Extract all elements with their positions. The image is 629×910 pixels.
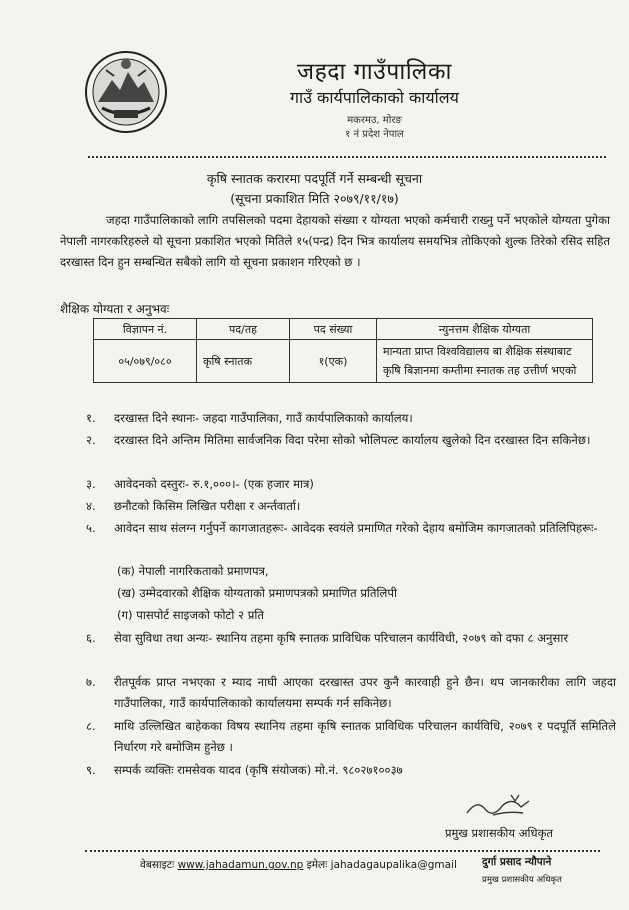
address-line-1: मकरमउ, मोरङ — [347, 115, 402, 126]
list-item-text: दरखास्त दिने स्थानः- जहदा गाउँपालिका, गाउँ कार्यपालिकाको कार्यालय। — [114, 411, 413, 425]
document-item: (ग) पासपोर्ट साइजको फोटो २ प्रति — [117, 608, 264, 622]
list-item-text: आवेदनको दस्तुरः- रु.१,०००।- (एक हजार मात्र) — [114, 477, 314, 491]
footer-contact — [140, 858, 457, 872]
list-item-number: ८. — [86, 719, 96, 733]
notice-published-date: (सूचना प्रकाशित मिति २०७९/११/१७) — [230, 191, 399, 206]
header-ad-no: विज्ञापन नं. — [94, 319, 197, 340]
cell-ad-no: ०५/०७९/०८० — [94, 340, 197, 383]
cell-qualification: मान्यता प्राप्त विश्वविद्यालय बा शैक्षिक संस्थाबाट कृषि बिज्ञानमा कम्तीमा स्नातक तह उत्तीर्ण भएको — [377, 340, 593, 383]
notice-intro-text: जहदा गाउँपालिकाको लागि तपसिलको पदमा देहायको संख्या र योग्यता भएको कर्मचारी राख्नु पर्ने भएकोले योग्यता पुगेका नेपाली नागरकरिहरुले यो सूचना प्रकाशित भएको मितिले १५(पन्द्र) दिन भित्र कार्यालय समयभित्र तोकिएको शुल्क तिरेको रसिद सहित दरखास्त दिन हुन सम्बन्धित सबैको लागि यो सूचना प्रकाशन गरिएको छ । — [60, 213, 610, 269]
posts-table — [93, 318, 593, 383]
list-item — [86, 518, 616, 539]
notice-intro — [60, 210, 610, 273]
stamp-officer-title: प्रमुख प्रशासकीय अधिकृत — [482, 875, 562, 885]
organization-name: जहदा गाउँपालिका — [297, 59, 452, 85]
list-item-number: १. — [86, 411, 96, 425]
list-item-text: आवेदन साथ संलग्न गर्नुपर्ने कागजातहरूः- आवेदक स्वयंले प्रमाणित गरेको देहाय बमोजिम कागजातको प्रतिलिपिहरूः- — [114, 521, 598, 535]
list-item-text: सेवा सुविधा तथा अन्यः- स्थानिय तहमा कृषि स्नातक प्राविधिक परिचालन कार्यविधी, २०७९ को दफा ८ अनुसार — [114, 631, 569, 645]
office-name: गाउँ कार्यपालिकाको कार्यालय — [290, 88, 459, 107]
list-item — [86, 716, 616, 758]
header-divider — [88, 156, 606, 158]
list-item-text: दरखास्त दिने अन्तिम मितिमा सार्वजनिक विदा परेमा सोको भोलिपल्ट कार्यालय खुलेको दिन दरखास्त दिन सकिनेछ। — [114, 433, 591, 447]
list-item — [86, 760, 616, 781]
footer-divider — [85, 850, 600, 852]
email-label: इमेलः — [306, 859, 328, 871]
list-item — [86, 496, 616, 517]
list-item-number: ६. — [86, 631, 96, 645]
document-item: (ख) उम्मेदवारको शैक्षिक योग्यताको प्रमाणपत्रको प्रमाणित प्रतिलिपी — [117, 586, 397, 600]
list-item-number: ३. — [86, 477, 96, 491]
cell-post: कृषि स्नातक — [197, 340, 290, 383]
list-item-text: रीतपूर्वक प्राप्त नभएका र म्याद नाघी आएका दरखास्त उपर कुनै कारवाही हुने छैन। थप जानकारीका लागि जहदा गाउँपालिका, गाउँ कार्यपालिकाको कार्यालयमा सम्पर्क गर्न सकिनेछ। — [114, 675, 616, 710]
header-count: पद संख्या — [290, 319, 377, 340]
notice-title: कृषि स्नातक करारमा पदपूर्ति गर्ने सम्बन्धी सूचना — [206, 171, 423, 186]
list-item-number: २. — [86, 433, 96, 447]
list-item — [86, 672, 616, 714]
cell-count: १(एक) — [290, 340, 377, 383]
table-header-row — [94, 319, 593, 340]
list-item — [86, 474, 616, 495]
qualification-section-label: शैक्षिक योग्यता र अनुभवः — [60, 302, 170, 316]
list-item — [86, 430, 616, 451]
list-item — [86, 628, 616, 649]
document-item: (क) नेपाली नागरिकताको प्रमाणपत्र, — [117, 564, 269, 578]
list-item — [86, 408, 616, 429]
website-label: वेबसाइटः — [140, 859, 175, 871]
signatory-title: प्रमुख प्रशासकीय अधिकृत — [445, 826, 553, 840]
website-link[interactable]: www.jahadamun.gov.np — [177, 859, 304, 871]
list-item-number: ४. — [86, 499, 96, 513]
list-item-number: ५. — [86, 521, 96, 535]
header-post: पद/तह — [197, 319, 290, 340]
table-row — [94, 340, 593, 383]
list-item-number: ९. — [86, 763, 96, 777]
address-line-2: १ नं प्रदेश नेपाल — [345, 129, 404, 140]
list-item-text: माथि उल्लिखित बाहेकका विषय स्थानिय तहमा कृषि स्नातक प्राविधिक परिचालन कार्यविधि, २०७९ र पदपूर्ति समितिले निर्धारण गरे बमोजिम हुनेछ । — [114, 719, 616, 754]
email-address[interactable]: jahadagaupalika@gmail — [330, 859, 457, 871]
list-item-text: सम्पर्क व्यक्तिः रामसेवक यादव (कृषि संयोजक) मो.नं. ९८०२७१००३७ — [114, 763, 403, 777]
stamp-officer-name: दुर्गा प्रसाद न्यौपाने — [482, 856, 552, 868]
signature-icon — [463, 791, 543, 821]
header-qualification: न्युनत्तम शैक्षिक योग्यता — [377, 319, 593, 340]
list-item-text: छनौटको किसिम लिखित परीक्षा र अर्न्तवार्ता। — [114, 499, 301, 513]
list-item-number: ७. — [86, 675, 96, 689]
